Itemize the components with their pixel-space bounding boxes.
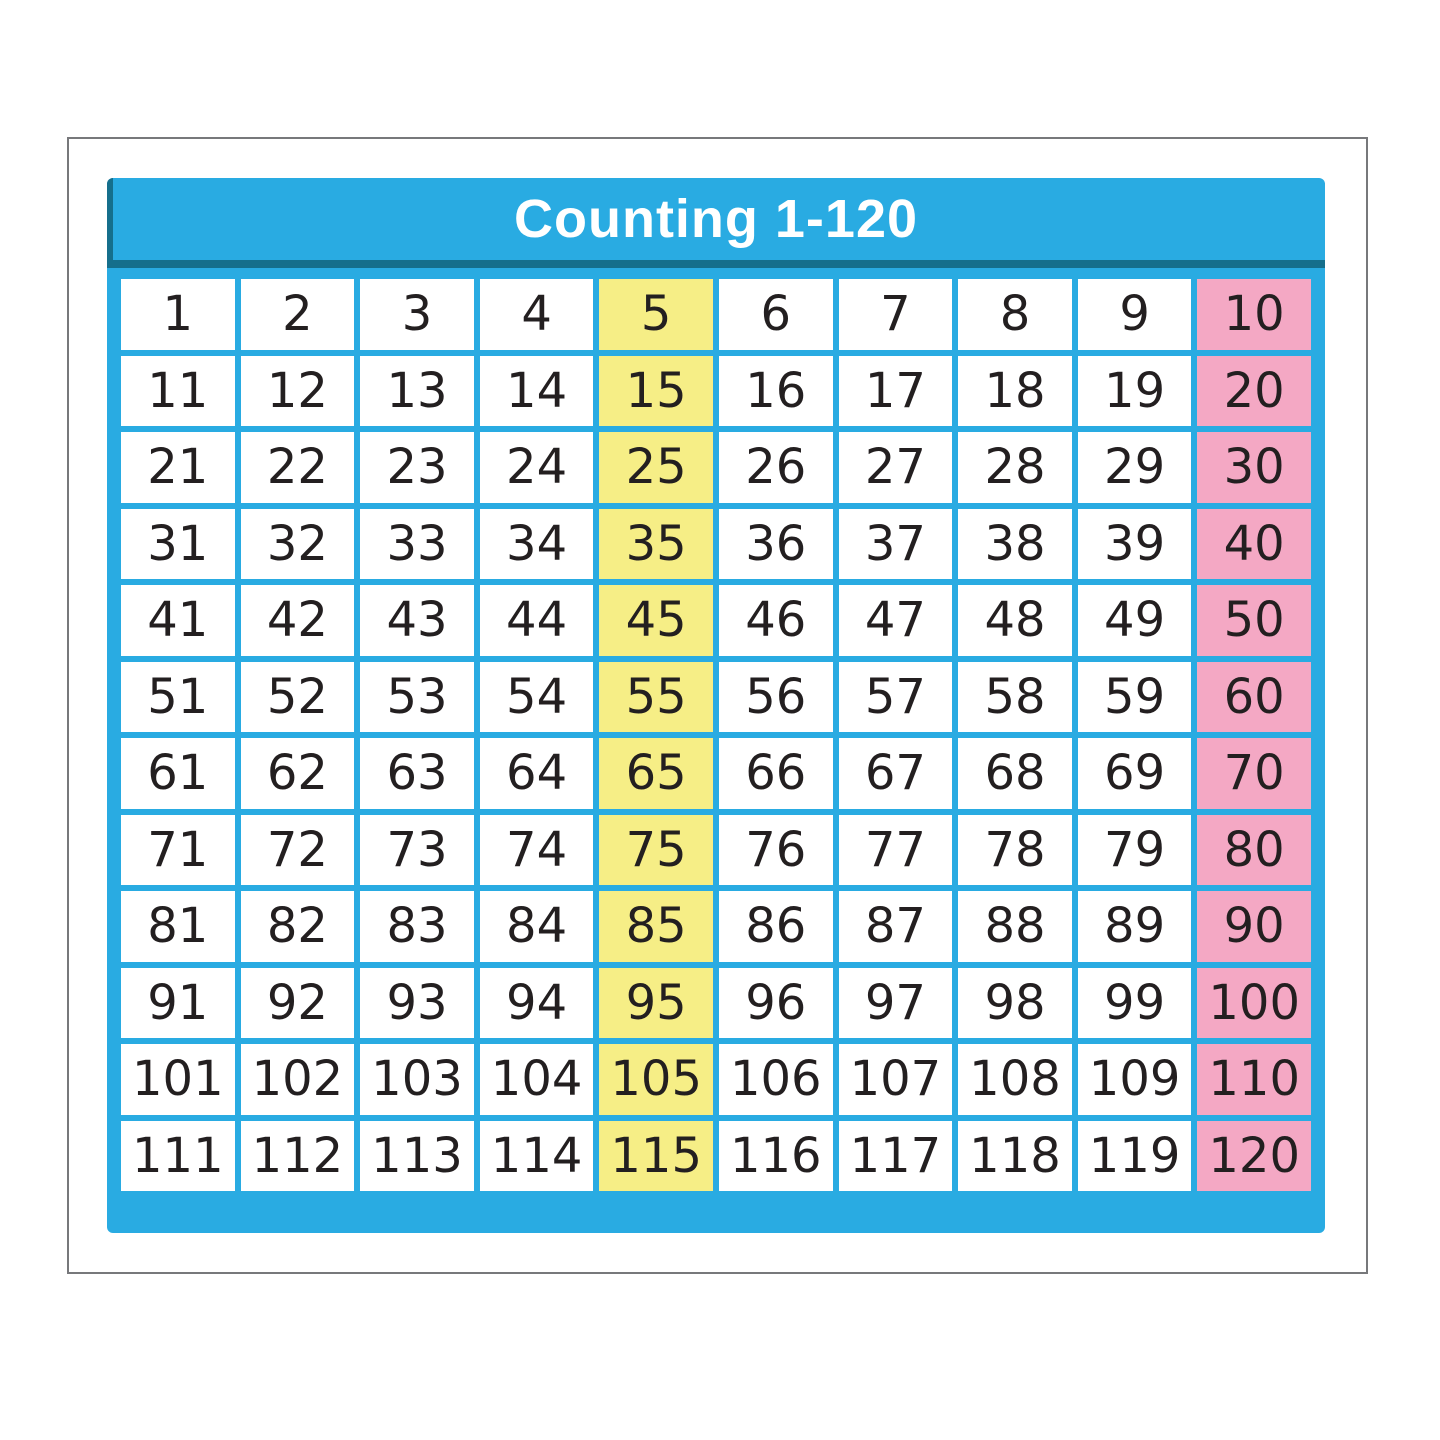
number-cell: 10 xyxy=(1197,279,1311,350)
number-cell: 1 xyxy=(121,279,235,350)
number-cell: 58 xyxy=(958,662,1072,733)
number-cell: 50 xyxy=(1197,585,1311,656)
number-cell: 89 xyxy=(1078,891,1192,962)
number-cell: 21 xyxy=(121,432,235,503)
number-cell: 81 xyxy=(121,891,235,962)
number-cell: 65 xyxy=(599,738,713,809)
number-cell: 13 xyxy=(360,356,474,427)
number-cell: 29 xyxy=(1078,432,1192,503)
number-cell: 47 xyxy=(839,585,953,656)
number-cell: 86 xyxy=(719,891,833,962)
number-cell: 94 xyxy=(480,968,594,1039)
number-cell: 69 xyxy=(1078,738,1192,809)
number-cell: 71 xyxy=(121,815,235,886)
number-cell: 118 xyxy=(958,1121,1072,1192)
number-cell: 6 xyxy=(719,279,833,350)
number-cell: 76 xyxy=(719,815,833,886)
number-cell: 44 xyxy=(480,585,594,656)
number-cell: 99 xyxy=(1078,968,1192,1039)
number-grid xyxy=(121,279,1311,1191)
number-cell: 41 xyxy=(121,585,235,656)
number-cell: 30 xyxy=(1197,432,1311,503)
number-cell: 42 xyxy=(241,585,355,656)
number-cell: 2 xyxy=(241,279,355,350)
chart-title: Counting 1-120 xyxy=(513,189,919,249)
number-cell: 72 xyxy=(241,815,355,886)
number-cell: 120 xyxy=(1197,1121,1311,1192)
number-cell: 5 xyxy=(599,279,713,350)
number-cell: 54 xyxy=(480,662,594,733)
number-cell: 61 xyxy=(121,738,235,809)
number-cell: 34 xyxy=(480,509,594,580)
number-cell: 87 xyxy=(839,891,953,962)
number-cell: 90 xyxy=(1197,891,1311,962)
number-cell: 105 xyxy=(599,1044,713,1115)
number-cell: 48 xyxy=(958,585,1072,656)
number-cell: 59 xyxy=(1078,662,1192,733)
number-cell: 16 xyxy=(719,356,833,427)
number-cell: 73 xyxy=(360,815,474,886)
number-cell: 43 xyxy=(360,585,474,656)
number-cell: 20 xyxy=(1197,356,1311,427)
number-cell: 80 xyxy=(1197,815,1311,886)
number-cell: 77 xyxy=(839,815,953,886)
number-cell: 115 xyxy=(599,1121,713,1192)
chart-card xyxy=(67,137,1368,1274)
number-cell: 106 xyxy=(719,1044,833,1115)
number-cell: 63 xyxy=(360,738,474,809)
number-cell: 7 xyxy=(839,279,953,350)
number-cell: 36 xyxy=(719,509,833,580)
number-cell: 35 xyxy=(599,509,713,580)
number-cell: 14 xyxy=(480,356,594,427)
number-cell: 19 xyxy=(1078,356,1192,427)
number-cell: 57 xyxy=(839,662,953,733)
number-cell: 88 xyxy=(958,891,1072,962)
number-cell: 60 xyxy=(1197,662,1311,733)
number-cell: 101 xyxy=(121,1044,235,1115)
number-cell: 62 xyxy=(241,738,355,809)
number-cell: 33 xyxy=(360,509,474,580)
number-cell: 28 xyxy=(958,432,1072,503)
number-cell: 45 xyxy=(599,585,713,656)
number-cell: 110 xyxy=(1197,1044,1311,1115)
number-cell: 23 xyxy=(360,432,474,503)
number-cell: 9 xyxy=(1078,279,1192,350)
number-cell: 96 xyxy=(719,968,833,1039)
number-cell: 82 xyxy=(241,891,355,962)
number-cell: 91 xyxy=(121,968,235,1039)
number-cell: 109 xyxy=(1078,1044,1192,1115)
number-cell: 93 xyxy=(360,968,474,1039)
number-cell: 56 xyxy=(719,662,833,733)
number-cell: 98 xyxy=(958,968,1072,1039)
number-cell: 8 xyxy=(958,279,1072,350)
number-cell: 55 xyxy=(599,662,713,733)
number-cell: 40 xyxy=(1197,509,1311,580)
number-cell: 17 xyxy=(839,356,953,427)
number-cell: 49 xyxy=(1078,585,1192,656)
number-cell: 108 xyxy=(958,1044,1072,1115)
number-cell: 70 xyxy=(1197,738,1311,809)
number-cell: 68 xyxy=(958,738,1072,809)
number-cell: 64 xyxy=(480,738,594,809)
number-cell: 25 xyxy=(599,432,713,503)
chart-header xyxy=(107,178,1325,268)
number-cell: 52 xyxy=(241,662,355,733)
number-cell: 97 xyxy=(839,968,953,1039)
number-cell: 111 xyxy=(121,1121,235,1192)
number-cell: 39 xyxy=(1078,509,1192,580)
number-cell: 15 xyxy=(599,356,713,427)
number-cell: 31 xyxy=(121,509,235,580)
number-cell: 75 xyxy=(599,815,713,886)
number-cell: 85 xyxy=(599,891,713,962)
number-cell: 113 xyxy=(360,1121,474,1192)
number-cell: 24 xyxy=(480,432,594,503)
number-cell: 12 xyxy=(241,356,355,427)
number-cell: 119 xyxy=(1078,1121,1192,1192)
number-cell: 74 xyxy=(480,815,594,886)
number-cell: 107 xyxy=(839,1044,953,1115)
number-cell: 46 xyxy=(719,585,833,656)
number-cell: 51 xyxy=(121,662,235,733)
number-cell: 78 xyxy=(958,815,1072,886)
counting-chart-panel xyxy=(107,178,1325,1233)
number-cell: 95 xyxy=(599,968,713,1039)
number-cell: 18 xyxy=(958,356,1072,427)
number-cell: 26 xyxy=(719,432,833,503)
number-cell: 114 xyxy=(480,1121,594,1192)
number-cell: 104 xyxy=(480,1044,594,1115)
number-cell: 38 xyxy=(958,509,1072,580)
number-cell: 103 xyxy=(360,1044,474,1115)
number-cell: 37 xyxy=(839,509,953,580)
number-cell: 11 xyxy=(121,356,235,427)
number-cell: 116 xyxy=(719,1121,833,1192)
number-cell: 66 xyxy=(719,738,833,809)
number-cell: 3 xyxy=(360,279,474,350)
number-cell: 102 xyxy=(241,1044,355,1115)
number-cell: 83 xyxy=(360,891,474,962)
number-cell: 79 xyxy=(1078,815,1192,886)
number-cell: 53 xyxy=(360,662,474,733)
number-cell: 22 xyxy=(241,432,355,503)
number-cell: 112 xyxy=(241,1121,355,1192)
number-cell: 67 xyxy=(839,738,953,809)
number-cell: 27 xyxy=(839,432,953,503)
number-cell: 92 xyxy=(241,968,355,1039)
number-cell: 117 xyxy=(839,1121,953,1192)
number-cell: 4 xyxy=(480,279,594,350)
number-cell: 100 xyxy=(1197,968,1311,1039)
number-cell: 84 xyxy=(480,891,594,962)
number-cell: 32 xyxy=(241,509,355,580)
